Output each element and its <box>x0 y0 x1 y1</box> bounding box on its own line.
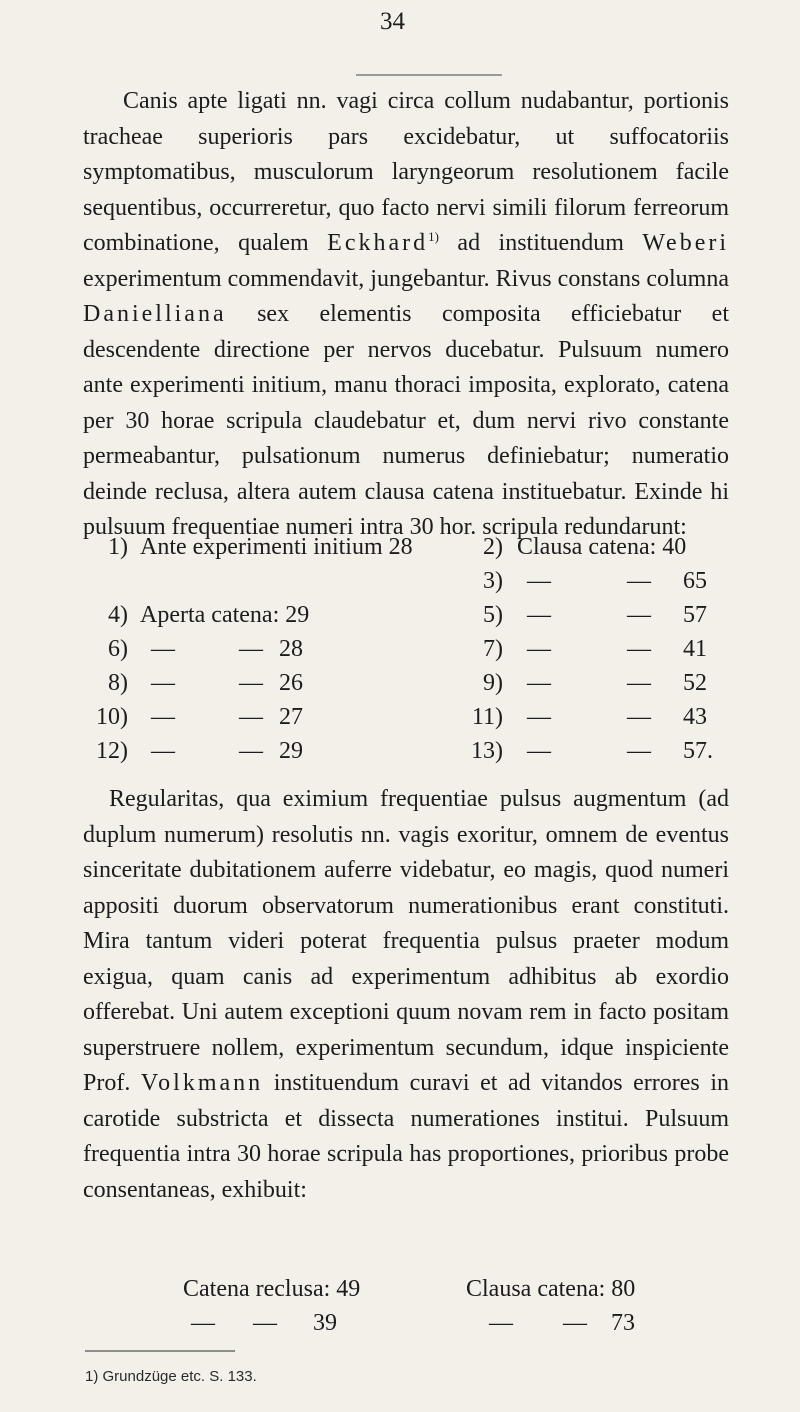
table-row <box>83 534 753 568</box>
measurement-value: 29 <box>279 738 303 764</box>
footnote-reference[interactable]: 1) <box>428 229 439 244</box>
measurement-index: 6) <box>108 636 128 662</box>
ditto-mark: — <box>627 602 651 628</box>
paragraph-2-text-b: instituendum curavi et ad vitandos errores in carotide substricta et dissecta numerationes institui. Pulsuum frequentia intra 30 horae scripula has proportiones, prioribus probe consentaneas, exhibuit: <box>83 1070 729 1203</box>
measurement-value: 57 <box>683 602 707 628</box>
paragraph-1 <box>83 84 729 546</box>
ditto-mark: — <box>527 738 551 764</box>
measurement-label: Ante experimenti initium 28 <box>140 534 413 560</box>
measurement-index: 10) <box>96 704 128 730</box>
table-row <box>83 738 753 772</box>
ditto-mark: — <box>239 738 263 764</box>
ditto-mark: — <box>627 738 651 764</box>
footnote-divider <box>85 1350 235 1352</box>
measurement-index: 11) <box>471 704 503 730</box>
ditto-mark: — <box>527 636 551 662</box>
ditto-mark: — <box>627 568 651 594</box>
measurement-value: 52 <box>683 670 707 696</box>
table-row <box>83 636 753 670</box>
paragraph-1-text-d: sex elementis composita efficiebatur et descendente directione per nervos ducebatur. Pulsuum numero ante experimenti initium, manu thoraci imposita, explorato, catena per 30 horae scripula claudebatur et, dum nervi rivo constante permeabantur, pulsationum numerus definiebatur; numeratio deinde reclusa, altera autem clausa catena instituebatur. Exinde hi pulsuum frequentiae numeri intra 30 hor. scripula redundarunt: <box>83 301 729 540</box>
summary-value: 73 <box>611 1310 635 1336</box>
ditto-mark: — <box>239 636 263 662</box>
ditto-mark: — <box>489 1310 513 1336</box>
ditto-mark: — <box>151 738 175 764</box>
author-name-eckhard: Eckhard <box>327 230 429 256</box>
measurement-value: 27 <box>279 704 303 730</box>
summary-row <box>83 1276 753 1310</box>
ditto-mark: — <box>239 670 263 696</box>
footnote: 1) Grundzüge etc. S. 133. <box>85 1368 257 1385</box>
ditto-mark: — <box>151 670 175 696</box>
measurement-value: 43 <box>683 704 707 730</box>
ditto-mark: — <box>563 1310 587 1336</box>
measurement-value: 26 <box>279 670 303 696</box>
measurement-index: 4) <box>108 602 128 628</box>
ditto-mark: — <box>627 670 651 696</box>
paragraph-1-text-a: Canis apte ligati nn. vagi circa collum nudabantur, portionis tracheae superioris pars excidebatur, ut suffocatoriis symptomatibus, musculorum laryngeorum resolutionem facile sequentibus, occurreretur, quo facto nervi simili filorum ferreorum combinatione, qualem <box>83 88 729 256</box>
ditto-mark: — <box>527 602 551 628</box>
summary-label: Catena reclusa: 49 <box>183 1276 361 1302</box>
author-name-weberi: Weberi <box>642 230 730 256</box>
ditto-mark: — <box>527 568 551 594</box>
summary-row <box>83 1310 753 1344</box>
measurement-index: 13) <box>471 738 503 764</box>
measurement-index: 2) <box>483 534 503 560</box>
measurement-value: 28 <box>279 636 303 662</box>
ditto-mark: — <box>191 1310 215 1336</box>
page-number: 34 <box>380 8 405 35</box>
measurement-label: Clausa catena: 40 <box>517 534 687 560</box>
table-row <box>83 704 753 738</box>
measurement-label: Aperta catena: 29 <box>140 602 310 628</box>
measurement-index: 8) <box>108 670 128 696</box>
measurement-index: 3) <box>483 568 503 594</box>
paragraph-2-text-a: Regularitas, qua eximium frequentiae pulsus augmentum (ad duplum numerum) resolutis nn. vagis exoritur, omnem de eventus sinceritate dubitationem auferre videbatur, eo magis, quod numeri appositi duorum observatorum numerationibus erant constituti. Mira tantum videri poterat frequentia pulsus praeter modum exigua, quam canis ad experimentum adhibitus ab exordio offerebat. Uni autem exceptioni quum novam rem in facto positam superstruere nollem, experimentum secundum, idque inspiciente Prof. <box>83 786 729 1096</box>
author-name-volkmann: Volkmann <box>140 1070 264 1096</box>
ditto-mark: — <box>527 704 551 730</box>
measurement-index: 12) <box>96 738 128 764</box>
measurement-index: 7) <box>483 636 503 662</box>
header-rule <box>356 74 502 76</box>
paragraph-1-text-b: ad instituendum <box>438 230 643 256</box>
ditto-mark: — <box>253 1310 277 1336</box>
summary-label: Clausa catena: 80 <box>466 1276 636 1302</box>
ditto-mark: — <box>151 704 175 730</box>
measurement-index: 9) <box>483 670 503 696</box>
ditto-mark: — <box>239 704 263 730</box>
ditto-mark: — <box>627 636 651 662</box>
term-danielliana: Danielliana <box>83 301 227 327</box>
measurement-value: 65 <box>683 568 707 594</box>
ditto-mark: — <box>527 670 551 696</box>
table-row <box>83 670 753 704</box>
measurement-index: 5) <box>483 602 503 628</box>
ditto-mark: — <box>627 704 651 730</box>
ditto-mark: — <box>151 636 175 662</box>
measurement-value: 57. <box>683 738 713 764</box>
measurement-index: 1) <box>108 534 128 560</box>
paragraph-2 <box>83 782 729 1208</box>
paragraph-1-text-c: experimentum commendavit, jungebantur. Rivus constans columna <box>83 265 729 292</box>
table-row <box>83 602 753 636</box>
table-row <box>83 568 753 602</box>
summary-value: 39 <box>313 1310 337 1336</box>
measurement-value: 41 <box>683 636 707 662</box>
